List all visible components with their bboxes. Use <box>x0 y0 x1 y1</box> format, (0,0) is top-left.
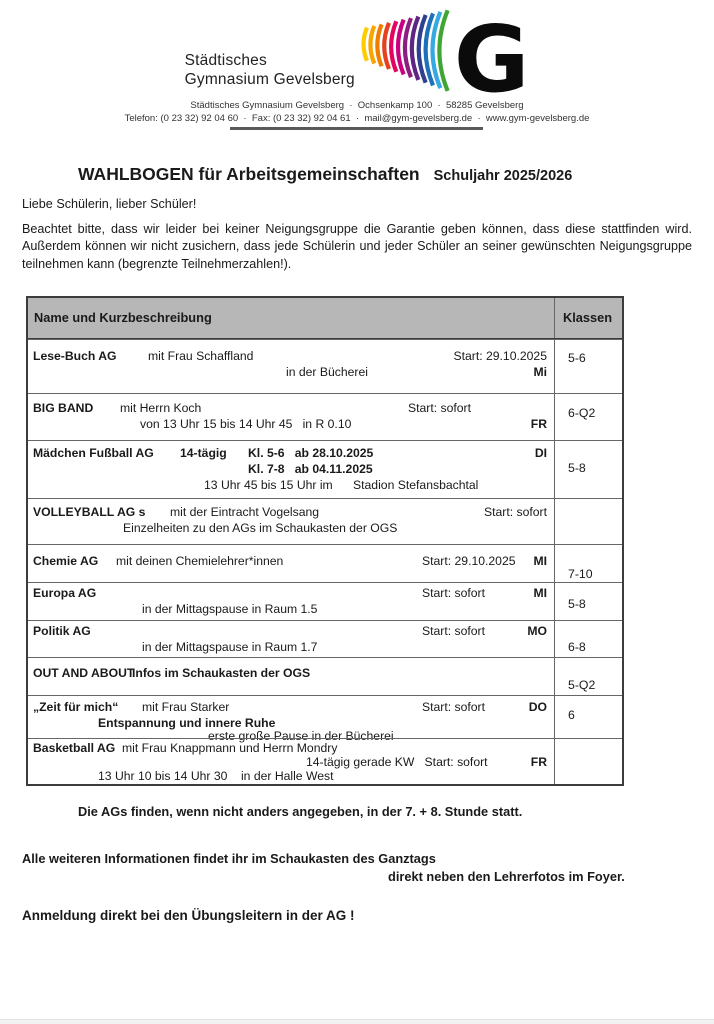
rainbow-arcs-icon <box>360 6 460 96</box>
ag-subtitle: Entspannung und innere Ruhe <box>98 716 276 730</box>
ag-rhythm: 14-tägig gerade KW Start: sofort <box>306 755 488 769</box>
ag-description-cell <box>28 340 555 393</box>
header-classes-cell: Klassen <box>563 310 613 325</box>
page-title-year: Schuljahr 2025/2026 <box>433 168 573 184</box>
school-name-line1: Städtisches <box>184 52 267 69</box>
ag-name: Europa AG <box>33 586 97 600</box>
note-times: Die AGs finden, wenn nicht anders angegeben, in der 7. + 8. Stunde statt. <box>78 804 523 819</box>
letterhead-divider <box>230 127 483 130</box>
table-row-basketball-ag <box>28 738 622 784</box>
school-contact: Telefon: (0 23 32) 92 04 60 · Fax: (0 23 32) 92 04 61 · mail@gym-gevelsberg.de · www.gym-gevelsberg.de <box>124 113 590 124</box>
ag-name: „Zeit für mich“ <box>33 700 119 714</box>
ag-description-cell <box>28 394 555 440</box>
table-row-maedchen-fussball-ag <box>28 440 622 498</box>
table-row-chemie-ag <box>28 544 622 582</box>
ag-teacher: mit Herrn Koch <box>120 401 202 415</box>
ag-day: FR <box>530 755 547 769</box>
table-row-out-and-about <box>28 657 622 695</box>
page-bottom-strip <box>0 1019 714 1024</box>
ag-classes-cell <box>555 499 621 544</box>
ag-day: DI <box>534 446 547 460</box>
ag-day: MO <box>527 624 547 638</box>
ag-name: Mädchen Fußball AG <box>33 446 154 460</box>
note-info-line1: Alle weiteren Informationen findet ihr im Schaukasten des Ganztags <box>22 851 436 866</box>
ag-teacher: mit Frau Knappmann und Herrn Mondry <box>122 741 338 755</box>
table-row-volleyball-ag <box>28 498 622 544</box>
table-row-europa-ag <box>28 582 622 620</box>
ag-table <box>26 296 624 786</box>
ag-place: erste große Pause in der Bücherei <box>208 729 394 743</box>
ag-day: Mi <box>533 365 547 379</box>
ag-place: in der Mittagspause in Raum 1.7 <box>142 640 318 654</box>
ag-start: Start: 29.10.2025 <box>422 554 516 568</box>
ag-classes-cell: 7-10 <box>568 567 593 581</box>
ag-classes-cell <box>555 739 621 784</box>
ag-day: DO <box>528 700 547 714</box>
header-name-cell: Name und Kurzbeschreibung <box>28 298 555 338</box>
ag-classes-cell: 5-8 <box>568 461 586 475</box>
ag-start: Start: 29.10.2025 <box>453 349 547 363</box>
ag-description-cell <box>28 583 555 620</box>
ag-start: Start: sofort <box>422 586 485 600</box>
ag-time: 13 Uhr 10 bis 14 Uhr 30 in der Halle West <box>98 769 334 783</box>
ag-day: MI <box>533 554 547 568</box>
ag-group2: Kl. 7-8 ab 04.11.2025 <box>248 462 373 476</box>
ag-classes-cell: 6-Q2 <box>568 406 596 420</box>
intro-paragraph: Beachtet bitte, dass wir leider bei keiner Neigungsgruppe die Garantie geben können, dass diese stattfinden wird. Außerdem können wir nicht zusichern, dass jede Schülerin und jeder Schüler an seiner gewünschten Neigungsgruppe teilnehmen kann (begrenzte Teilnehmerzahlen!). <box>22 222 692 271</box>
table-row-lese-buch-ag <box>28 339 622 393</box>
table-row-zeit-fuer-mich <box>28 695 622 743</box>
school-name <box>185 51 355 89</box>
ag-name: Lese-Buch AG <box>33 349 117 363</box>
ag-info: Infos im Schaukasten der OGS <box>132 666 311 680</box>
ag-teacher: mit der Eintracht Vogelsang <box>170 505 320 519</box>
ag-start: Start: sofort <box>408 401 471 415</box>
school-name-line2: Gymnasium Gevelsberg <box>184 71 355 88</box>
page-title-main: WAHLBOGEN für Arbeitsgemeinschaften <box>78 164 420 184</box>
salutation: Liebe Schülerin, lieber Schüler! <box>22 197 197 211</box>
ag-name: BIG BAND <box>33 401 94 415</box>
ag-name: VOLLEYBALL AG s <box>33 505 146 519</box>
ag-classes-cell: 5-8 <box>568 597 586 611</box>
ag-description-cell <box>28 696 555 743</box>
ag-name: Basketball AG <box>33 741 116 755</box>
ag-description-cell <box>28 621 555 657</box>
ag-group1: Kl. 5-6 ab 28.10.2025 <box>248 446 374 460</box>
ag-classes-cell: 6 <box>568 708 575 722</box>
school-address: Städtisches Gymnasium Gevelsberg · Ochsenkamp 100 · 58285 Gevelsberg <box>190 100 524 111</box>
letterhead <box>0 0 714 125</box>
ag-description-cell <box>28 441 555 498</box>
ag-name: Chemie AG <box>33 554 99 568</box>
table-row-big-band <box>28 393 622 440</box>
ag-classes-cell: 6-8 <box>568 640 586 654</box>
ag-description-cell <box>28 545 555 582</box>
note-info-line2: direkt neben den Lehrerfotos im Foyer. <box>388 869 625 884</box>
logo-letter-g-icon: G <box>453 6 530 114</box>
ag-description-cell <box>28 499 555 544</box>
ag-classes-cell: 5-6 <box>568 351 586 365</box>
ag-description-cell <box>28 658 555 695</box>
ag-time: 13 Uhr 45 bis 15 Uhr im Stadion Stefansbachtal <box>204 478 479 492</box>
note-signup: Anmeldung direkt bei den Übungsleitern in der AG ! <box>22 908 355 923</box>
ag-place: in der Mittagspause in Raum 1.5 <box>142 602 318 616</box>
ag-info: Einzelheiten zu den AGs im Schaukasten der OGS <box>123 521 398 535</box>
ag-teacher: mit Frau Starker <box>142 700 230 714</box>
page-title <box>78 164 572 185</box>
ag-start: Start: sofort <box>422 624 485 638</box>
ag-teacher: mit Frau Schaffland <box>148 349 254 363</box>
ag-rhythm: 14-tägig <box>180 446 227 460</box>
ag-name: OUT AND ABOUT <box>33 666 135 680</box>
ag-time: von 13 Uhr 15 bis 14 Uhr 45 in R 0.10 <box>140 417 352 431</box>
ag-classes-cell: 5-Q2 <box>568 678 596 692</box>
ag-teacher: mit deinen Chemielehrer*innen <box>116 554 284 568</box>
ag-day: MI <box>533 586 547 600</box>
ag-name: Politik AG <box>33 624 91 638</box>
ag-start: Start: sofort <box>484 505 547 519</box>
table-row-politik-ag <box>28 620 622 657</box>
ag-description-cell <box>28 739 555 784</box>
ag-place: in der Bücherei <box>286 365 368 379</box>
ag-day: FR <box>530 417 547 431</box>
ag-start: Start: sofort <box>422 700 485 714</box>
table-header-row <box>28 298 622 339</box>
